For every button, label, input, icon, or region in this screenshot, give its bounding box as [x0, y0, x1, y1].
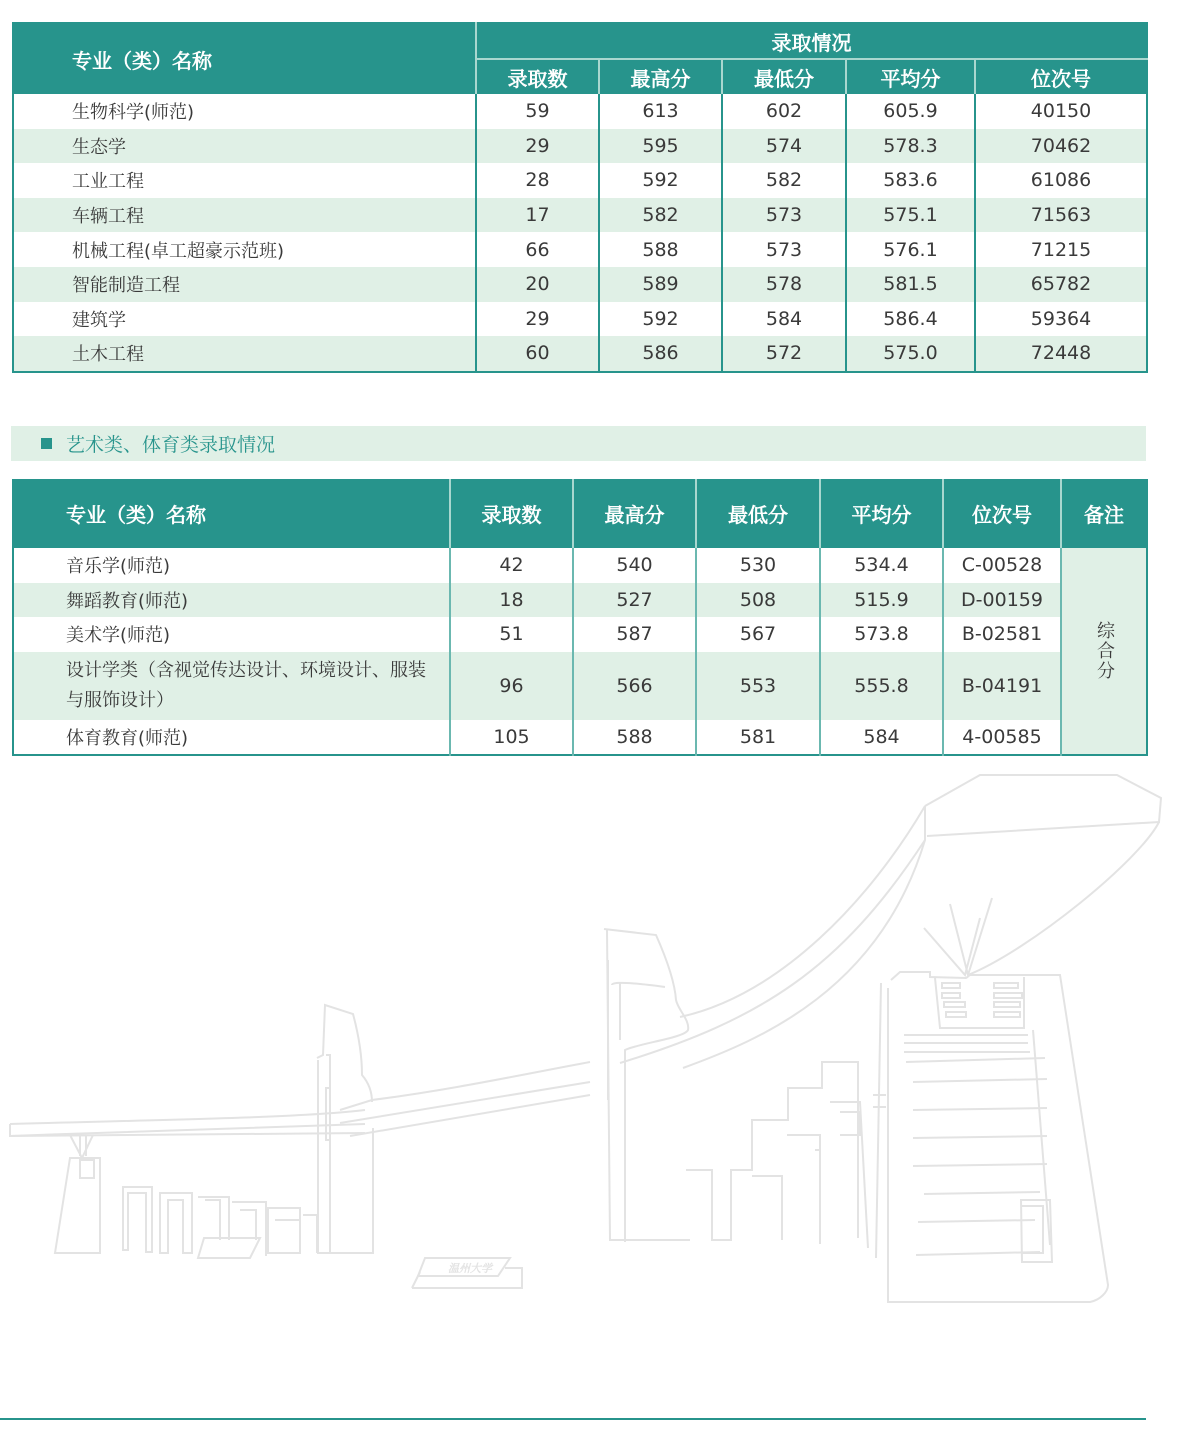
section-title: 艺术类、体育类录取情况: [66, 434, 276, 456]
max-score: 589: [599, 267, 722, 302]
rank-number: B-04191: [943, 652, 1061, 720]
column-header-min: 最低分: [696, 479, 820, 548]
admit-count: 20: [476, 267, 599, 302]
column-header-count: 录取数: [476, 59, 599, 94]
admit-count: 29: [476, 129, 599, 164]
max-score: 540: [573, 548, 696, 583]
major-name: 智能制造工程: [72, 275, 180, 297]
section-heading-arts-sports: [11, 426, 1146, 461]
admit-count: 42: [450, 548, 573, 583]
major-name-header: 专业（类）名称: [72, 48, 212, 73]
major-name: 生态学: [72, 136, 126, 158]
major-name: 工业工程: [72, 171, 144, 193]
major-name: 生物科学(师范): [72, 102, 195, 124]
major-name: 机械工程(卓工超豪示范班): [72, 240, 285, 262]
min-score: 582: [722, 163, 846, 198]
min-score: 553: [696, 652, 820, 720]
avg-score: 578.3: [846, 129, 975, 164]
max-score: 592: [599, 163, 722, 198]
avg-score: 575.1: [846, 198, 975, 233]
university-sign-text: 温州大学: [448, 1262, 492, 1275]
table-row: [13, 652, 1147, 720]
rank-number: D-00159: [943, 583, 1061, 618]
admit-count: 96: [450, 652, 573, 720]
table-row: [13, 163, 1147, 198]
max-score: 588: [573, 720, 696, 756]
admit-count: 28: [476, 163, 599, 198]
admission-group-header: 录取情况: [476, 23, 1147, 59]
rank-number: 72448: [975, 336, 1147, 372]
column-header-avg: 平均分: [820, 479, 943, 548]
table-row: [13, 336, 1147, 372]
max-score: 527: [573, 583, 696, 618]
major-name: 建筑学: [72, 309, 126, 331]
campus-skyline-illustration: [0, 770, 1182, 1310]
column-header-max: 最高分: [573, 479, 696, 548]
table-row: [13, 583, 1147, 618]
major-name: 美术学(师范): [66, 625, 171, 647]
major-name: 土木工程: [72, 344, 144, 366]
avg-score: 555.8: [820, 652, 943, 720]
table-row: [13, 302, 1147, 337]
max-score: 592: [599, 302, 722, 337]
min-score: 530: [696, 548, 820, 583]
column-header-max: 最高分: [599, 59, 722, 94]
admit-count: 17: [476, 198, 599, 233]
min-score: 581: [696, 720, 820, 756]
column-header-min: 最低分: [722, 59, 846, 94]
rank-number: 70462: [975, 129, 1147, 164]
table-row: [13, 94, 1147, 129]
rank-number: 40150: [975, 94, 1147, 129]
rank-number: 71215: [975, 232, 1147, 267]
min-score: 573: [722, 232, 846, 267]
min-score: 573: [722, 198, 846, 233]
column-header-avg: 平均分: [846, 59, 975, 94]
admit-count: 66: [476, 232, 599, 267]
table-row: [13, 548, 1147, 583]
min-score: 584: [722, 302, 846, 337]
rank-number: C-00528: [943, 548, 1061, 583]
column-header-note: 备注: [1061, 479, 1147, 548]
table-row: [13, 129, 1147, 164]
rank-number: 4-00585: [943, 720, 1061, 756]
min-score: 574: [722, 129, 846, 164]
square-bullet-icon: [41, 438, 52, 449]
admit-count: 51: [450, 617, 573, 652]
max-score: 595: [599, 129, 722, 164]
table-row: [13, 267, 1147, 302]
admit-count: 60: [476, 336, 599, 372]
avg-score: 586.4: [846, 302, 975, 337]
column-header-rank: 位次号: [975, 59, 1147, 94]
major-name: 体育教育(师范): [66, 728, 189, 750]
max-score: 587: [573, 617, 696, 652]
note-cell: [1061, 548, 1147, 755]
column-header-rank: 位次号: [943, 479, 1061, 548]
major-name-header: 专业（类）名称: [66, 503, 206, 527]
avg-score: 515.9: [820, 583, 943, 618]
admit-count: 29: [476, 302, 599, 337]
table-row: [13, 720, 1147, 756]
min-score: 578: [722, 267, 846, 302]
rank-number: 59364: [975, 302, 1147, 337]
min-score: 567: [696, 617, 820, 652]
column-header-count: 录取数: [450, 479, 573, 548]
avg-score: 573.8: [820, 617, 943, 652]
avg-score: 581.5: [846, 267, 975, 302]
avg-score: 576.1: [846, 232, 975, 267]
note-text: 综合分: [1094, 621, 1115, 682]
rank-number: 61086: [975, 163, 1147, 198]
admit-count: 18: [450, 583, 573, 618]
avg-score: 605.9: [846, 94, 975, 129]
admit-count: 105: [450, 720, 573, 756]
major-name: 车辆工程: [72, 206, 144, 228]
avg-score: 575.0: [846, 336, 975, 372]
max-score: 566: [573, 652, 696, 720]
max-score: 588: [599, 232, 722, 267]
major-name: 设计学类（含视觉传达设计、环境设计、服装与服饰设计）: [66, 659, 426, 711]
rank-number: 65782: [975, 267, 1147, 302]
rank-number: B-02581: [943, 617, 1061, 652]
table-row: [13, 198, 1147, 233]
admit-count: 59: [476, 94, 599, 129]
avg-score: 584: [820, 720, 943, 756]
max-score: 586: [599, 336, 722, 372]
admission-table-general: [12, 22, 1148, 373]
max-score: 582: [599, 198, 722, 233]
table-row: [13, 617, 1147, 652]
min-score: 508: [696, 583, 820, 618]
max-score: 613: [599, 94, 722, 129]
table-row: [13, 232, 1147, 267]
major-name: 舞蹈教育(师范): [66, 590, 189, 612]
admission-table-arts-sports: [12, 479, 1148, 756]
min-score: 602: [722, 94, 846, 129]
rank-number: 71563: [975, 198, 1147, 233]
footer-divider: [0, 1418, 1146, 1420]
major-name: 音乐学(师范): [66, 556, 171, 578]
avg-score: 583.6: [846, 163, 975, 198]
avg-score: 534.4: [820, 548, 943, 583]
min-score: 572: [722, 336, 846, 372]
